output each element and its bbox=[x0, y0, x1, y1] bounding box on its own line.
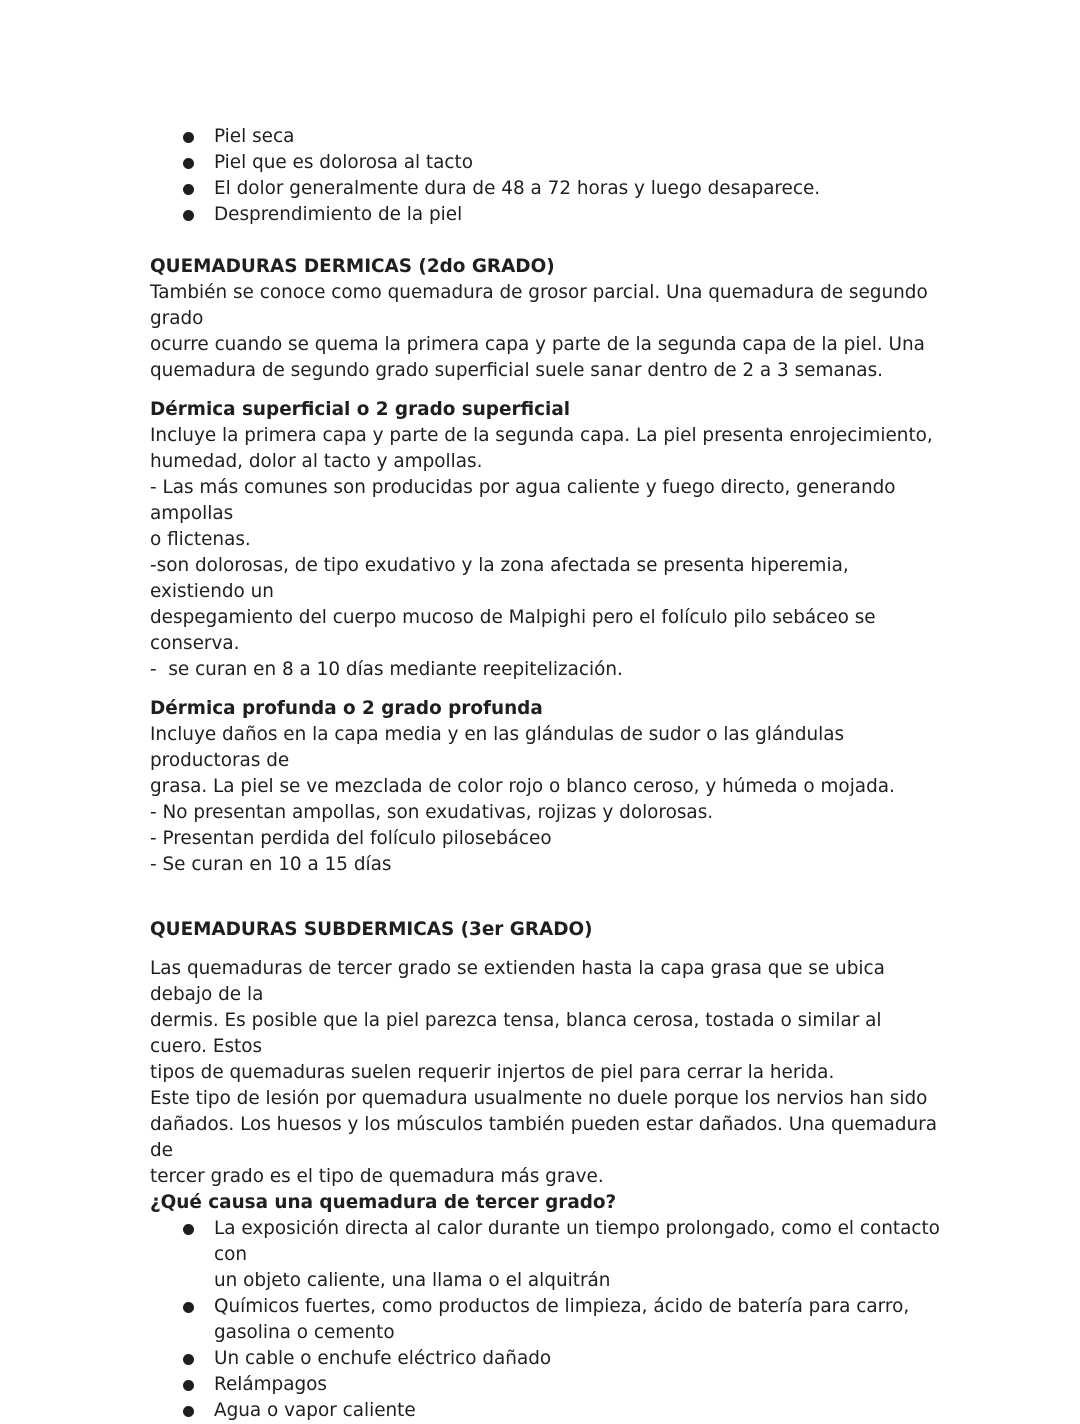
symptom-list bbox=[150, 124, 940, 228]
paragraph-line: - se curan en 8 a 10 días mediante reepitelización. bbox=[150, 659, 623, 680]
paragraph-line: dañados. Los huesos y los músculos también pueden estar dañados. Una quemadura de bbox=[150, 1114, 937, 1161]
paragraph-line: despegamiento del cuerpo mucoso de Malpighi pero el folículo pilo sebáceo se conserva. bbox=[150, 607, 876, 654]
subheading-profunda: Dérmica profunda o 2 grado profunda bbox=[150, 698, 543, 719]
paragraph-line: grasa. La piel se ve mezclada de color rojo o blanco ceroso, y húmeda o mojada. bbox=[150, 776, 895, 797]
paragraph-line: tercer grado es el tipo de quemadura más grave. bbox=[150, 1166, 604, 1187]
list-item: Agua o vapor caliente bbox=[214, 1398, 940, 1424]
list-item: Químicos fuertes, como productos de limpieza, ácido de batería para carro, gasolina o cemento bbox=[214, 1294, 940, 1346]
paragraph-line: - Las más comunes son producidas por agua caliente y fuego directo, generando ampollas bbox=[150, 477, 896, 524]
paragraph-line: humedad, dolor al tacto y ampollas. bbox=[150, 451, 483, 472]
paragraph-line: dermis. Es posible que la piel parezca tensa, blanca cerosa, tostada o similar al cuero. Estos bbox=[150, 1010, 882, 1057]
list-item: Un cable o enchufe eléctrico dañado bbox=[214, 1346, 940, 1372]
paragraph-line: quemadura de segundo grado superficial suele sanar dentro de 2 a 3 semanas. bbox=[150, 360, 884, 381]
paragraph-line: -son dolorosas, de tipo exudativo y la zona afectada se presenta hiperemia, existiendo un bbox=[150, 555, 849, 602]
paragraph-line: - No presentan ampollas, son exudativas, rojizas y dolorosas. bbox=[150, 802, 714, 823]
document-page bbox=[150, 124, 940, 1424]
paragraph-line: o flictenas. bbox=[150, 529, 251, 550]
paragraph-line: También se conoce como quemadura de grosor parcial. Una quemadura de segundo grado bbox=[150, 282, 928, 329]
paragraph-line: tipos de quemaduras suelen requerir injertos de piel para cerrar la herida. bbox=[150, 1062, 835, 1083]
list-item: Relámpagos bbox=[214, 1372, 940, 1398]
subheading-superficial: Dérmica superficial o 2 grado superficial bbox=[150, 399, 571, 420]
section-heading-subdermicas: QUEMADURAS SUBDERMICAS (3er GRADO) bbox=[150, 919, 593, 940]
paragraph-line: Incluye daños en la capa media y en las glándulas de sudor o las glándulas productoras de bbox=[150, 724, 845, 771]
bullet-icon bbox=[183, 1406, 194, 1417]
bullet-icon bbox=[183, 158, 194, 169]
list-item: La exposición directa al calor durante un tiempo prolongado, como el contacto con un objeto caliente, una llama o el alquitrán bbox=[214, 1216, 940, 1294]
paragraph-line: Este tipo de lesión por quemadura usualmente no duele porque los nervios han sido bbox=[150, 1088, 928, 1109]
bullet-icon bbox=[183, 1354, 194, 1365]
bullet-icon bbox=[183, 1224, 194, 1235]
bullet-icon bbox=[183, 132, 194, 143]
paragraph-line: Las quemaduras de tercer grado se extienden hasta la capa grasa que se ubica debajo de la bbox=[150, 958, 885, 1005]
paragraph-line: Incluye la primera capa y parte de la segunda capa. La piel presenta enrojecimiento, bbox=[150, 425, 933, 446]
bullet-icon bbox=[183, 184, 194, 195]
section-heading-dermicas: QUEMADURAS DERMICAS (2do GRADO) bbox=[150, 256, 555, 277]
paragraph-line: - Se curan en 10 a 15 días bbox=[150, 854, 392, 875]
paragraph-line: - Presentan perdida del folículo pilosebáceo bbox=[150, 828, 552, 849]
bullet-icon bbox=[183, 210, 194, 221]
causes-list bbox=[150, 1216, 940, 1424]
list-item: Piel seca bbox=[214, 124, 940, 150]
question-heading: ¿Qué causa una quemadura de tercer grado? bbox=[150, 1192, 617, 1213]
list-item: El dolor generalmente dura de 48 a 72 horas y luego desaparece. bbox=[214, 176, 940, 202]
bullet-icon bbox=[183, 1380, 194, 1391]
list-item: Desprendimiento de la piel bbox=[214, 202, 940, 228]
paragraph-line: ocurre cuando se quema la primera capa y parte de la segunda capa de la piel. Una bbox=[150, 334, 925, 355]
bullet-icon bbox=[183, 1302, 194, 1313]
list-item: Piel que es dolorosa al tacto bbox=[214, 150, 940, 176]
